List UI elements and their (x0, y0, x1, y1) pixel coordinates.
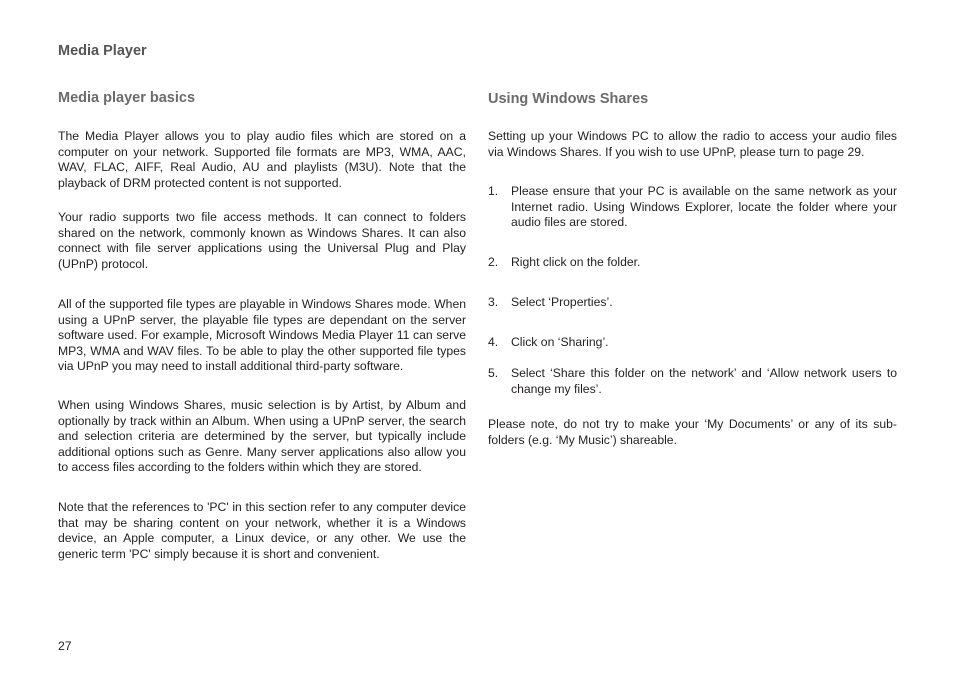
media-player-basics-heading: Media player basics (58, 90, 196, 106)
step-item (488, 295, 897, 311)
windows-shares-intro: Setting up your Windows PC to allow the radio to access your audio files via Windows Shares. If you wish to use UPnP, please turn to page 29. (488, 129, 897, 159)
step-number: 2. (488, 255, 499, 269)
step-number: 4. (488, 335, 499, 349)
paragraph-playable-types: All of the supported file types are playable in Windows Shares mode. When using a UPnP server, the playable file types are dependant on the server software used. For example, Microsoft Windows Media Player 11 can serve MP3, WMA and WAV files. To be able to play the other supported file types via UPnP you may need to install additional third-party software. (58, 297, 466, 374)
paragraph-pc-reference-note: Note that the references to 'PC' in this section refer to any computer device that may be sharing content on your network, whether it is a Windows device, an Apple computer, a Linux device, or any other. We use the generic term 'PC' simply because it is short and convenient. (58, 500, 466, 561)
step-number: 1. (488, 184, 499, 198)
using-windows-shares-heading: Using Windows Shares (488, 91, 649, 107)
shareable-note: Please note, do not try to make your ‘My Documents’ or any of its sub-folders (e.g. ‘My Music’) shareable. (488, 417, 897, 447)
step-text: Right click on the folder. (511, 255, 641, 269)
step-item (488, 255, 897, 271)
step-number: 5. (488, 366, 499, 380)
step-text: Please ensure that your PC is available on the same network as your Internet radio. Using Windows Explorer, locate the folder where your audio files are stored. (511, 184, 897, 230)
step-item (488, 335, 897, 351)
step-text: Click on ‘Sharing’. (511, 335, 609, 349)
step-text: Select ‘Properties’. (511, 295, 613, 309)
paragraph-supported-formats: The Media Player allows you to play audio files which are stored on a computer on your network. Supported file formats are MP3, WMA, AAC, WAV, FLAC, AIFF, Real Audio, AU and playlists (M3U). Note that the playback of DRM protected content is not supported. (58, 129, 466, 190)
step-text: Select ‘Share this folder on the network’ and ‘Allow network users to change my files’. (511, 366, 897, 396)
page-number: 27 (58, 639, 72, 653)
step-item (488, 184, 897, 231)
paragraph-music-selection: When using Windows Shares, music selection is by Artist, by Album and optionally by track within an Album. When using a UPnP server, the search and selection criteria are determined by the server, but typically include additional options such as Genre. Many server applications also allow you to access files according to the folders within which they are stored. (58, 398, 466, 475)
step-item (488, 366, 897, 397)
section-title: Media Player (58, 43, 147, 59)
paragraph-access-methods: Your radio supports two file access methods. It can connect to folders shared on the network, commonly known as Windows Shares. It can also connect with file server applications using the Universal Plug and Play (UPnP) protocol. (58, 210, 466, 271)
step-number: 3. (488, 295, 499, 309)
